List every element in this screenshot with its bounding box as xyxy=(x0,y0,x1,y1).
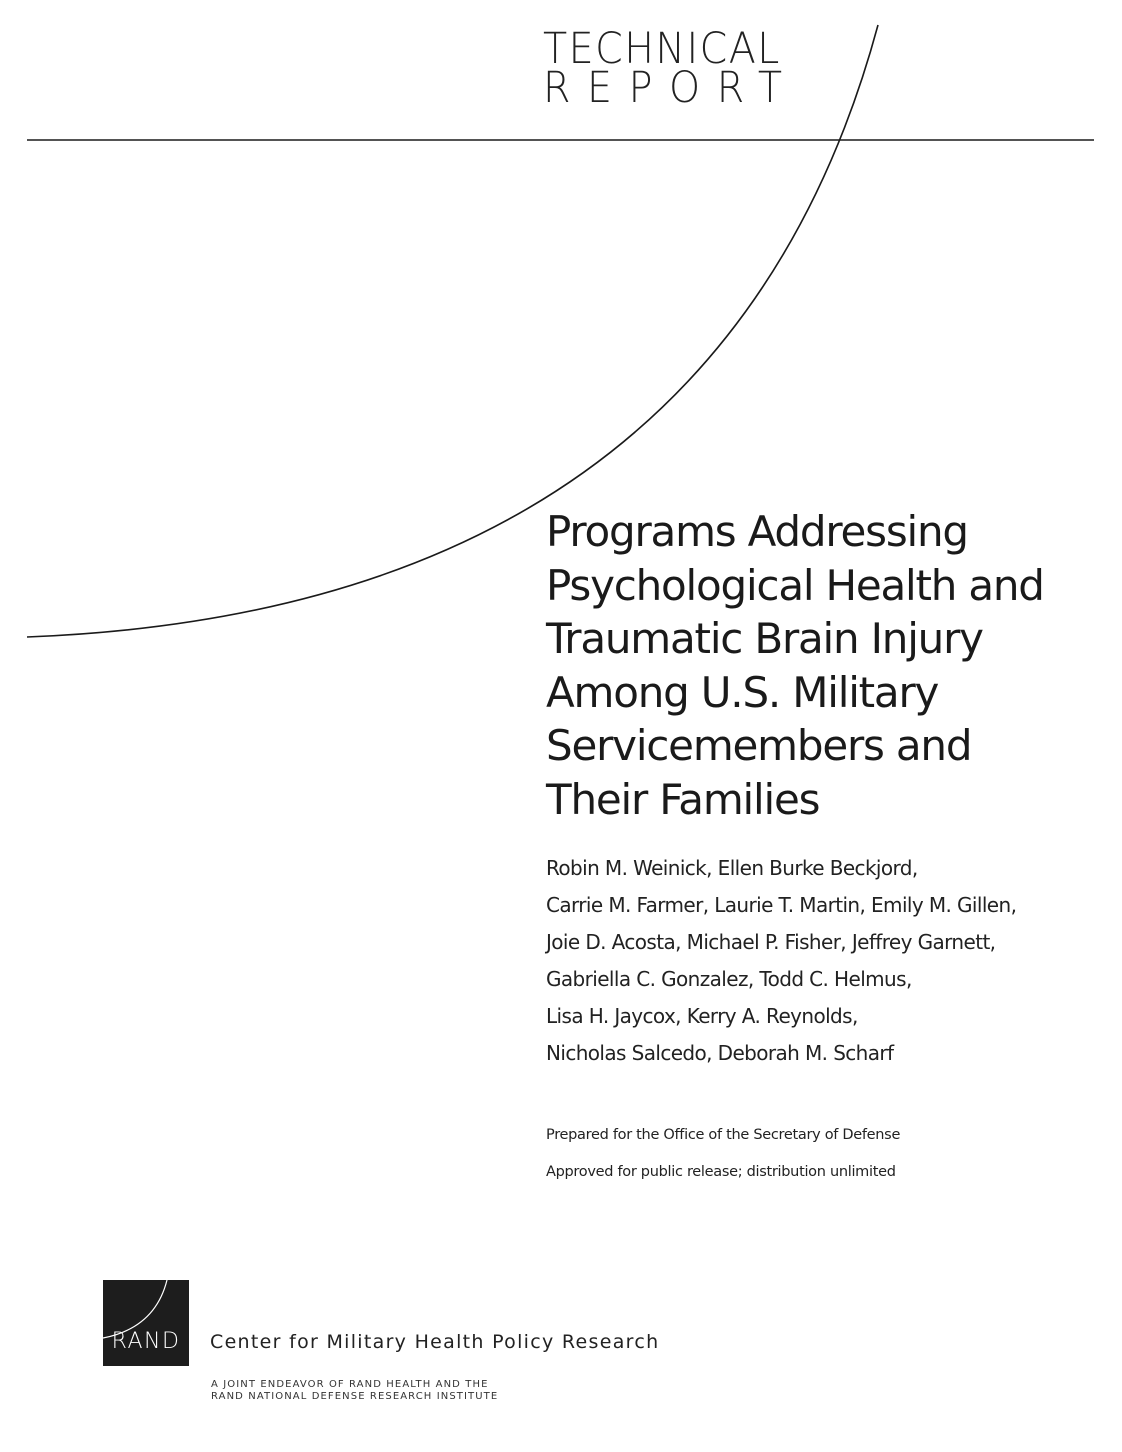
title-line: Programs Addressing xyxy=(546,507,968,556)
report-type-line1: TECHNICAL xyxy=(543,24,781,74)
release-note: Approved for public release; distribution unlimited xyxy=(546,1164,896,1180)
title-line: Traumatic Brain Injury xyxy=(546,614,983,663)
report-title xyxy=(546,505,1086,826)
endeavor-line: RAND NATIONAL DEFENSE RESEARCH INSTITUTE xyxy=(211,1391,499,1402)
report-type-line2: REPORT xyxy=(543,63,799,113)
center-name: Center for Military Health Policy Research xyxy=(210,1331,660,1353)
title-line: Servicemembers and xyxy=(546,721,972,770)
prepared-for-note: Prepared for the Office of the Secretary of Defense xyxy=(546,1127,901,1143)
report-type-label xyxy=(543,24,813,113)
author-line: Carrie M. Farmer, Laurie T. Martin, Emily M. Gillen, xyxy=(546,893,1017,917)
author-line: Nicholas Salcedo, Deborah M. Scharf xyxy=(546,1041,894,1065)
author-list xyxy=(546,850,1066,1072)
author-line: Gabriella C. Gonzalez, Todd C. Helmus, xyxy=(546,967,912,991)
author-line: Joie D. Acosta, Michael P. Fisher, Jeffrey Garnett, xyxy=(546,930,996,954)
logo-text: RAND xyxy=(111,1329,181,1354)
publication-notes xyxy=(546,1117,1046,1191)
endeavor-line: A JOINT ENDEAVOR OF RAND HEALTH AND THE xyxy=(211,1379,489,1390)
rand-logo xyxy=(103,1280,189,1366)
author-line: Robin M. Weinick, Ellen Burke Beckjord, xyxy=(546,856,918,880)
joint-endeavor-note xyxy=(211,1379,498,1403)
author-line: Lisa H. Jaycox, Kerry A. Reynolds, xyxy=(546,1004,858,1028)
title-line: Their Families xyxy=(546,774,820,824)
title-line: Among U.S. Military xyxy=(546,667,939,717)
title-line: Psychological Health and xyxy=(546,560,1044,610)
